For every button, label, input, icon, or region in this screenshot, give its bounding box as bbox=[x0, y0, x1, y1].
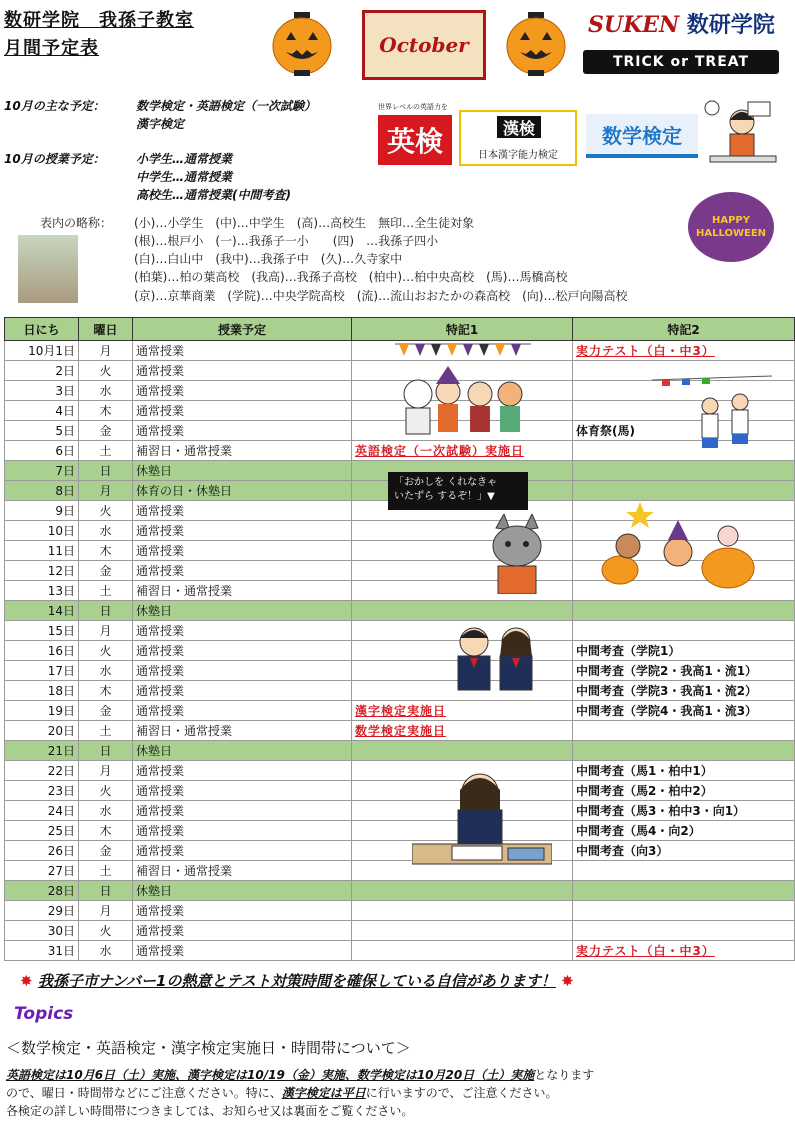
table-row bbox=[5, 761, 795, 781]
table-row bbox=[5, 861, 795, 881]
cell-dow: 月 bbox=[79, 341, 133, 361]
eiken-caption: 世界レベルの英語力を bbox=[378, 103, 448, 111]
cell-note2: 中間考査（馬2・柏中2） bbox=[573, 781, 795, 801]
cell-dow: 火 bbox=[79, 921, 133, 941]
cell-plan: 補習日・通常授業 bbox=[133, 441, 352, 461]
cell-note2: 中間考査（向3） bbox=[573, 841, 795, 861]
cell-plan: 通常授業 bbox=[133, 761, 352, 781]
table-row bbox=[5, 901, 795, 921]
cell-date: 31日 bbox=[5, 941, 79, 961]
cell-dow: 金 bbox=[79, 701, 133, 721]
cell-note2: 中間考査（学院3・我高1・流2） bbox=[573, 681, 795, 701]
cell-plan: 通常授業 bbox=[133, 401, 352, 421]
main-plan-line: 漢字検定 bbox=[136, 117, 185, 131]
cell-date: 18日 bbox=[5, 681, 79, 701]
brand-logo: SUKEN 数研学院 bbox=[588, 12, 775, 38]
page-subtitle: 月間予定表 bbox=[4, 38, 99, 59]
cell-plan: 通常授業 bbox=[133, 661, 352, 681]
cell-note1 bbox=[352, 941, 573, 961]
table-header-row bbox=[5, 318, 795, 341]
cell-dow: 月 bbox=[79, 761, 133, 781]
table-row bbox=[5, 601, 795, 621]
cell-date: 16日 bbox=[5, 641, 79, 661]
cell-dow: 土 bbox=[79, 721, 133, 741]
cell-note1 bbox=[352, 601, 573, 621]
cell-note2 bbox=[573, 921, 795, 941]
cell-note2 bbox=[573, 861, 795, 881]
table-row bbox=[5, 781, 795, 801]
cell-plan: 休塾日 bbox=[133, 461, 352, 481]
cell-note2 bbox=[573, 721, 795, 741]
cell-dow: 日 bbox=[79, 601, 133, 621]
cell-dow: 木 bbox=[79, 401, 133, 421]
cell-date: 8日 bbox=[5, 481, 79, 501]
cell-date: 4日 bbox=[5, 401, 79, 421]
table-row bbox=[5, 841, 795, 861]
cell-dow: 金 bbox=[79, 841, 133, 861]
october-badge: October bbox=[362, 10, 486, 80]
cell-note1: 英語検定（一次試験）実施日 bbox=[352, 441, 573, 461]
cell-date: 6日 bbox=[5, 441, 79, 461]
cell-note2: 中間考査（学院4・我高1・流3） bbox=[573, 701, 795, 721]
cell-note1 bbox=[352, 741, 573, 761]
cell-plan: 通常授業 bbox=[133, 541, 352, 561]
animal-pumpkin-illustration bbox=[598, 500, 758, 590]
main-plan-label: 10月の主な予定： bbox=[4, 99, 105, 113]
cell-date: 10月1日 bbox=[5, 341, 79, 361]
header-dow: 曜日 bbox=[79, 318, 133, 341]
header-note1: 特記1 bbox=[352, 318, 573, 341]
cell-dow: 日 bbox=[79, 461, 133, 481]
cell-date: 3日 bbox=[5, 381, 79, 401]
cell-date: 13日 bbox=[5, 581, 79, 601]
cell-dow: 土 bbox=[79, 441, 133, 461]
topics-subtitle: ＜数学検定・英語検定・漢字検定実施日・時間帯について＞ bbox=[6, 1039, 411, 1057]
cell-dow: 金 bbox=[79, 561, 133, 581]
cell-date: 20日 bbox=[5, 721, 79, 741]
cell-plan: 通常授業 bbox=[133, 701, 352, 721]
table-row bbox=[5, 681, 795, 701]
class-plan-line: 小学生…通常授業 bbox=[136, 152, 233, 166]
cell-dow: 木 bbox=[79, 541, 133, 561]
cell-plan: 通常授業 bbox=[133, 681, 352, 701]
abbr-label: 表内の略称： bbox=[40, 216, 113, 230]
cell-date: 14日 bbox=[5, 601, 79, 621]
cell-date: 12日 bbox=[5, 561, 79, 581]
cell-date: 7日 bbox=[5, 461, 79, 481]
cell-dow: 火 bbox=[79, 361, 133, 381]
cell-plan: 通常授業 bbox=[133, 841, 352, 861]
cell-plan: 通常授業 bbox=[133, 501, 352, 521]
abbr-line: (柏葉)…柏の葉高校 (我高)…我孫子高校 (柏中)…柏中央高校 (馬)…馬橋高校 bbox=[134, 270, 568, 284]
table-row bbox=[5, 881, 795, 901]
cell-dow: 水 bbox=[79, 941, 133, 961]
cell-date: 9日 bbox=[5, 501, 79, 521]
table-row bbox=[5, 661, 795, 681]
cell-note2 bbox=[573, 481, 795, 501]
cell-note2: 中間考査（学院2・我高1・流1） bbox=[573, 661, 795, 681]
cell-dow: 日 bbox=[79, 741, 133, 761]
table-row bbox=[5, 821, 795, 841]
topics-note: 各検定の詳しい時間帯につきましては、お知らせ又は裏面をご覧ください。 bbox=[6, 1104, 414, 1118]
cell-dow: 月 bbox=[79, 481, 133, 501]
happy-halloween-badge: HAPPY HALLOWEEN bbox=[688, 192, 774, 262]
cell-plan: 通常授業 bbox=[133, 801, 352, 821]
cell-dow: 火 bbox=[79, 781, 133, 801]
header-note2: 特記2 bbox=[573, 318, 795, 341]
cell-plan: 休塾日 bbox=[133, 741, 352, 761]
star-icon: ✸ bbox=[561, 972, 574, 990]
ostrich-photo bbox=[18, 235, 78, 303]
cell-note2: 実力テスト（白・中3） bbox=[573, 941, 795, 961]
cell-date: 22日 bbox=[5, 761, 79, 781]
abbr-line: (根)…根戸小 (一)…我孫子一小 (四) …我孫子四小 bbox=[134, 234, 439, 248]
cell-date: 5日 bbox=[5, 421, 79, 441]
class-plan-line: 中学生…通常授業 bbox=[136, 170, 233, 184]
cell-date: 15日 bbox=[5, 621, 79, 641]
cell-plan: 通常授業 bbox=[133, 921, 352, 941]
abbr-line: (京)…京華商業 (学院)…中央学院高校 (流)…流山おおたかの森高校 (向)…松戸向陽高校 bbox=[134, 289, 628, 303]
cell-date: 25日 bbox=[5, 821, 79, 841]
cell-note2 bbox=[573, 741, 795, 761]
bunting-flags-icon bbox=[395, 342, 531, 360]
cell-note2: 中間考査（馬4・向2） bbox=[573, 821, 795, 841]
cell-plan: 通常授業 bbox=[133, 641, 352, 661]
cell-note2 bbox=[573, 901, 795, 921]
cell-date: 26日 bbox=[5, 841, 79, 861]
star-icon: ✸ bbox=[20, 972, 33, 990]
cell-plan: 通常授業 bbox=[133, 941, 352, 961]
sports-festival-illustration bbox=[652, 372, 772, 464]
cell-date: 23日 bbox=[5, 781, 79, 801]
trick-or-treat-badge: TRICK or TREAT bbox=[583, 50, 779, 74]
cell-dow: 金 bbox=[79, 421, 133, 441]
cell-plan: 通常授業 bbox=[133, 621, 352, 641]
slogan: ✸ 我孫子市ナンバー1の熱意とテスト対策時間を確保している自信があります！ ✸ bbox=[20, 972, 574, 990]
topics-note: 英語検定は10月6日（土）実施、漢字検定は10/19（金）実施、数学検定は10月20日（土）実施となります bbox=[6, 1068, 595, 1082]
studying-student-illustration bbox=[412, 770, 552, 866]
cell-date: 17日 bbox=[5, 661, 79, 681]
cell-dow: 木 bbox=[79, 821, 133, 841]
table-row bbox=[5, 741, 795, 761]
cell-dow: 水 bbox=[79, 381, 133, 401]
cell-plan: 体育の日・休塾日 bbox=[133, 481, 352, 501]
cell-note2: 実力テスト（白・中3） bbox=[573, 341, 795, 361]
cell-dow: 木 bbox=[79, 681, 133, 701]
cell-note2 bbox=[573, 621, 795, 641]
cell-note2 bbox=[573, 601, 795, 621]
cell-date: 24日 bbox=[5, 801, 79, 821]
cell-plan: 通常授業 bbox=[133, 521, 352, 541]
studying-girl-illustration bbox=[704, 98, 782, 180]
cell-plan: 休塾日 bbox=[133, 881, 352, 901]
suugaku-kentei-logo: 数学検定 bbox=[586, 114, 698, 158]
cell-date: 11日 bbox=[5, 541, 79, 561]
cell-plan: 補習日・通常授業 bbox=[133, 861, 352, 881]
table-row bbox=[5, 721, 795, 741]
cell-note2 bbox=[573, 881, 795, 901]
cell-plan: 通常授業 bbox=[133, 421, 352, 441]
cell-note1: 数学検定実施日 bbox=[352, 721, 573, 741]
cell-plan: 通常授業 bbox=[133, 901, 352, 921]
cell-date: 10日 bbox=[5, 521, 79, 541]
table-row bbox=[5, 701, 795, 721]
table-row bbox=[5, 641, 795, 661]
eiken-logo: 英検 bbox=[378, 115, 452, 165]
cell-dow: 火 bbox=[79, 641, 133, 661]
cell-date: 21日 bbox=[5, 741, 79, 761]
kanken-logo: 漢検 日本漢字能力検定 bbox=[459, 110, 577, 166]
table-row bbox=[5, 621, 795, 641]
cell-date: 30日 bbox=[5, 921, 79, 941]
speech-bubble: 「おかしを くれなきゃ いたずら するぞ！」▼ bbox=[388, 472, 528, 510]
jack-o-lantern-icon bbox=[506, 12, 566, 76]
cell-dow: 月 bbox=[79, 621, 133, 641]
class-plan-line: 高校生…通常授業(中間考査) bbox=[136, 188, 291, 202]
cell-dow: 土 bbox=[79, 581, 133, 601]
header-plan: 授業予定 bbox=[133, 318, 352, 341]
cell-note2: 体育祭(馬) bbox=[573, 421, 795, 441]
wolf-character-illustration bbox=[484, 514, 550, 594]
cell-date: 27日 bbox=[5, 861, 79, 881]
cell-plan: 通常授業 bbox=[133, 381, 352, 401]
cell-date: 19日 bbox=[5, 701, 79, 721]
cell-note2: 中間考査（学院1） bbox=[573, 641, 795, 661]
cell-note1 bbox=[352, 881, 573, 901]
cell-dow: 土 bbox=[79, 861, 133, 881]
cell-date: 2日 bbox=[5, 361, 79, 381]
class-plan-label: 10月の授業予定： bbox=[4, 152, 105, 166]
cell-note2: 中間考査（馬1・柏中1） bbox=[573, 761, 795, 781]
cell-date: 28日 bbox=[5, 881, 79, 901]
cell-dow: 水 bbox=[79, 521, 133, 541]
table-row bbox=[5, 801, 795, 821]
cell-dow: 日 bbox=[79, 881, 133, 901]
cell-plan: 休塾日 bbox=[133, 601, 352, 621]
cell-note1: 漢字検定実施日 bbox=[352, 701, 573, 721]
cell-note1 bbox=[352, 901, 573, 921]
table-row bbox=[5, 941, 795, 961]
cell-plan: 通常授業 bbox=[133, 821, 352, 841]
students-illustration bbox=[440, 622, 550, 692]
main-plan-line: 数学検定・英語検定（一次試験） bbox=[136, 99, 317, 113]
topics-note: ので、曜日・時間帯などにご注意ください。特に、漢字検定は平日に行いますので、ご注意ください。 bbox=[6, 1086, 558, 1100]
cell-dow: 水 bbox=[79, 661, 133, 681]
cell-date: 29日 bbox=[5, 901, 79, 921]
cell-note1 bbox=[352, 921, 573, 941]
cell-plan: 通常授業 bbox=[133, 781, 352, 801]
cell-dow: 水 bbox=[79, 801, 133, 821]
jack-o-lantern-icon bbox=[272, 12, 332, 76]
cell-plan: 通常授業 bbox=[133, 361, 352, 381]
topics-heading: Topics bbox=[14, 1004, 74, 1024]
table-row bbox=[5, 921, 795, 941]
cell-plan: 通常授業 bbox=[133, 341, 352, 361]
cell-dow: 月 bbox=[79, 901, 133, 921]
abbr-line: (白)…白山中 (我中)…我孫子中 (久)…久寺家中 bbox=[134, 252, 403, 266]
page-title: 数研学院 我孫子教室 bbox=[4, 10, 194, 31]
cell-dow: 火 bbox=[79, 501, 133, 521]
abbr-line: (小)…小学生 (中)…中学生 (高)…高校生 無印…全生徒対象 bbox=[134, 216, 475, 230]
cell-plan: 補習日・通常授業 bbox=[133, 581, 352, 601]
costumed-kids-illustration bbox=[398, 364, 530, 438]
cell-plan: 補習日・通常授業 bbox=[133, 721, 352, 741]
cell-note2: 中間考査（馬3・柏中3・向1） bbox=[573, 801, 795, 821]
cell-plan: 通常授業 bbox=[133, 561, 352, 581]
header-date: 日にち bbox=[5, 318, 79, 341]
